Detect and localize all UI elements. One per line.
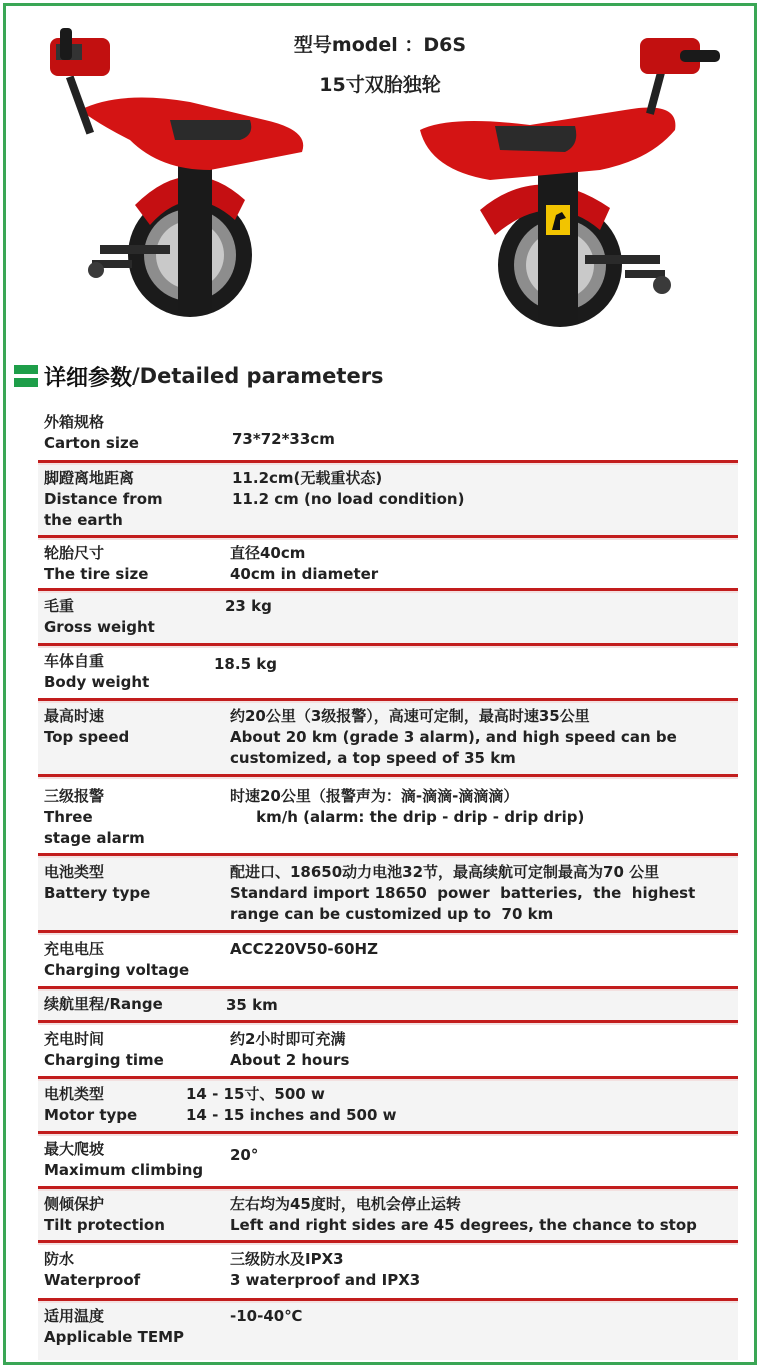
row-divider — [38, 588, 738, 591]
param-label-line: 续航里程/Range — [44, 995, 163, 1013]
param-value-line: 3 waterproof and IPX3 — [230, 1271, 421, 1289]
param-value — [232, 468, 464, 510]
model-title: 型号model ：D6S — [293, 34, 467, 56]
param-value-line: 20° — [230, 1146, 259, 1164]
param-value-line: 约2小时即可充满 — [230, 1030, 346, 1048]
param-label-line: Distance from — [44, 490, 163, 508]
row-divider — [38, 930, 738, 933]
param-label — [44, 1194, 219, 1236]
param-label — [44, 862, 219, 904]
param-label — [44, 939, 219, 981]
param-label — [44, 651, 219, 693]
param-value-line: customized, a top speed of 35 km — [230, 749, 516, 767]
param-label-line: Charging voltage — [44, 961, 190, 979]
param-label-line: Tilt protection — [44, 1216, 165, 1234]
param-label-line: Gross weight — [44, 618, 155, 636]
param-value-line: 11.2 cm (no load condition) — [232, 490, 465, 508]
row-divider — [38, 1076, 738, 1079]
row-divider — [38, 698, 738, 701]
row-divider — [38, 1020, 738, 1023]
param-value — [230, 862, 695, 925]
param-value-line: About 2 hours — [230, 1051, 350, 1069]
model-subtitle: 15寸双胎独轮 — [319, 74, 441, 96]
param-value-line: 40cm in diameter — [230, 565, 379, 583]
param-label — [44, 1139, 219, 1181]
param-value — [230, 1194, 697, 1236]
param-value — [230, 706, 677, 769]
section-title-cn: 详细参数 — [44, 365, 133, 391]
param-label — [44, 706, 219, 748]
param-value-line: 配进口、18650动力电池32节，最高续航可定制最高为70 公里 — [230, 863, 660, 881]
param-label-line: 车体自重 — [44, 652, 105, 670]
row-divider — [38, 1298, 738, 1301]
row-divider — [38, 986, 738, 989]
param-value — [230, 786, 584, 828]
param-value-line: 18.5 kg — [214, 655, 277, 673]
row-divider — [38, 1186, 738, 1189]
param-label-line: 最高时速 — [44, 707, 105, 725]
section-header — [14, 358, 384, 394]
param-value-line: 三级防水及IPX3 — [230, 1250, 344, 1268]
param-value-line: About 20 km (grade 3 alarm), and high speed can be — [230, 728, 677, 746]
section-marker-icon — [14, 365, 38, 387]
param-label-line: Applicable TEMP — [44, 1328, 185, 1346]
param-value-line: km/h (alarm: the drip - drip - drip drip) — [230, 808, 585, 826]
param-label-line: 电机类型 — [44, 1085, 105, 1103]
param-value — [226, 995, 278, 1016]
row-divider — [38, 1240, 738, 1243]
row-divider — [38, 1131, 738, 1134]
param-label-line: 防水 — [44, 1250, 75, 1268]
param-label-line: 外箱规格 — [44, 413, 105, 431]
param-label-line: stage alarm — [44, 829, 145, 847]
row-divider — [38, 643, 738, 646]
param-value-line: ACC220V50-60HZ — [230, 940, 378, 958]
param-label-line: 脚蹬离地距离 — [44, 469, 135, 487]
param-label-line: 最大爬坡 — [44, 1140, 105, 1158]
param-label — [44, 1249, 219, 1291]
unicycle-right-view-image — [410, 30, 730, 330]
param-label-line: 充电时间 — [44, 1030, 105, 1048]
param-value — [230, 939, 378, 960]
param-label-line: Motor type — [44, 1106, 138, 1124]
param-value-line: range can be customized up to 70 km — [230, 905, 554, 923]
param-label — [44, 1306, 219, 1348]
param-value-line: 直径40cm — [230, 544, 306, 562]
param-label — [44, 786, 219, 849]
param-label — [44, 468, 219, 531]
param-value — [230, 1145, 258, 1166]
param-label-line: Waterproof — [44, 1271, 141, 1289]
section-title-en: /Detailed parameters — [132, 364, 384, 388]
param-value-line: 35 km — [226, 996, 278, 1014]
param-label — [44, 1029, 219, 1071]
param-label — [44, 412, 219, 454]
param-label-line: the earth — [44, 511, 123, 529]
row-divider — [38, 774, 738, 777]
param-value-line: 时速20公里（报警声为：滴-滴滴-滴滴滴） — [230, 787, 519, 805]
param-label-line: 电池类型 — [44, 863, 105, 881]
param-label-line: The tire size — [44, 565, 149, 583]
param-label-line: 充电电压 — [44, 940, 105, 958]
param-label-line: Top speed — [44, 728, 130, 746]
param-label-line: 侧倾保护 — [44, 1195, 105, 1213]
param-label-line: Body weight — [44, 673, 150, 691]
param-value — [230, 1306, 302, 1327]
param-value-line: 约20公里（3级报警），高速可定制，最高时速35公里 — [230, 707, 590, 725]
param-value-line: Left and right sides are 45 degrees, the chance to stop — [230, 1216, 697, 1234]
param-value — [186, 1084, 397, 1126]
param-label-line: 三级报警 — [44, 787, 105, 805]
row-divider — [38, 535, 738, 538]
param-label-line: 毛重 — [44, 597, 75, 615]
param-value — [230, 543, 378, 585]
param-value-line: 11.2cm(无载重状态) — [232, 469, 383, 487]
row-divider — [38, 460, 738, 463]
product-header — [0, 0, 760, 345]
param-value-line: 23 kg — [225, 597, 272, 615]
param-label-line: 适用温度 — [44, 1307, 105, 1325]
param-value-line: 73*72*33cm — [232, 430, 335, 448]
param-value — [232, 429, 335, 450]
param-label-line: 轮胎尺寸 — [44, 544, 105, 562]
param-label — [44, 543, 219, 585]
param-label — [44, 596, 219, 638]
horse-logo-icon — [546, 205, 570, 235]
param-value-line: Standard import 18650 power batteries, the highest — [230, 884, 696, 902]
param-value-line: 14 - 15 inches and 500 w — [186, 1106, 397, 1124]
param-value — [214, 654, 277, 675]
param-value — [225, 596, 272, 617]
param-label — [44, 994, 219, 1015]
param-label-line: Charging time — [44, 1051, 164, 1069]
param-value-line: 14 - 15寸、500 w — [186, 1085, 325, 1103]
param-label-line: Carton size — [44, 434, 139, 452]
param-label-line: Battery type — [44, 884, 151, 902]
row-divider — [38, 853, 738, 856]
unicycle-left-view-image — [40, 20, 320, 320]
param-value-line: -10-40℃ — [230, 1307, 303, 1325]
param-label-line: Maximum climbing — [44, 1161, 204, 1179]
param-label-line: Three — [44, 808, 93, 826]
param-value — [230, 1029, 349, 1071]
param-value — [230, 1249, 420, 1291]
param-value-line: 左右均为45度时，电机会停止运转 — [230, 1195, 461, 1213]
